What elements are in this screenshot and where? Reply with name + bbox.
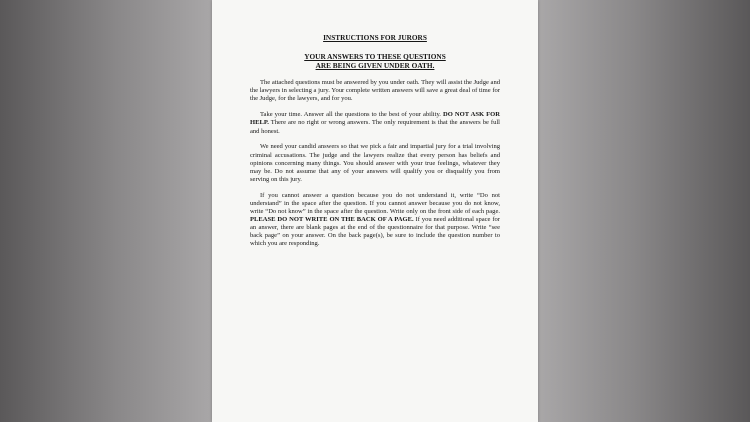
paragraph-1: The attached questions must be answered by you under oath. They will assist the Judge and the lawyers in selecting a jury. Your complete written answers will save a great deal of time for the Judge, for the lawyers, and for you. (250, 79, 500, 103)
paragraph-4-emphasis: PLEASE DO NOT WRITE ON THE BACK OF A PAGE. (250, 215, 414, 223)
paragraph-4 (250, 192, 500, 249)
paragraph-2 (250, 111, 500, 135)
document-body (250, 34, 500, 256)
document-page (212, 0, 538, 422)
document-title: INSTRUCTIONS FOR JURORS (323, 33, 427, 42)
document-subtitle (250, 53, 500, 70)
background-right (538, 0, 750, 422)
paragraph-2-text-b: There are no right or wrong answers. The only requirement is that the answers be full and honest. (250, 119, 500, 135)
background-left (0, 0, 212, 422)
paragraph-2-emphasis: DO NOT ASK FOR HELP. (250, 111, 500, 127)
paragraph-2-text-a: Take your time. Answer all the questions to the best of your ability. (260, 111, 443, 119)
paragraph-4-text-a: If you cannot answer a question because you do not understand it, write “Do not understand” in the space after the question. If you cannot answer because you do not know, write “Do not know” in the space after the question. Write only on the front side of each page. (250, 191, 500, 215)
subtitle-line-2: ARE BEING GIVEN UNDER OATH. (315, 60, 435, 70)
subtitle-line-1: YOUR ANSWERS TO THESE QUESTIONS (304, 52, 446, 62)
paragraph-3: We need your candid answers so that we pick a fair and impartial jury for a trial involving criminal accusations. The judge and the lawyers realize that every person has beliefs and opinions concerning many things. You should answer with your true feelings, whatever they may be. Do not assume that any of your answers will qualify you or disqualify you from serving on this jury. (250, 143, 500, 183)
paragraph-4-text-b: If you need additional space for an answer, there are blank pages at the end of the questionnaire for that purpose. Write “see back page” on your answer. On the back page(s), be sure to include the question number to which you are responding. (250, 215, 500, 248)
